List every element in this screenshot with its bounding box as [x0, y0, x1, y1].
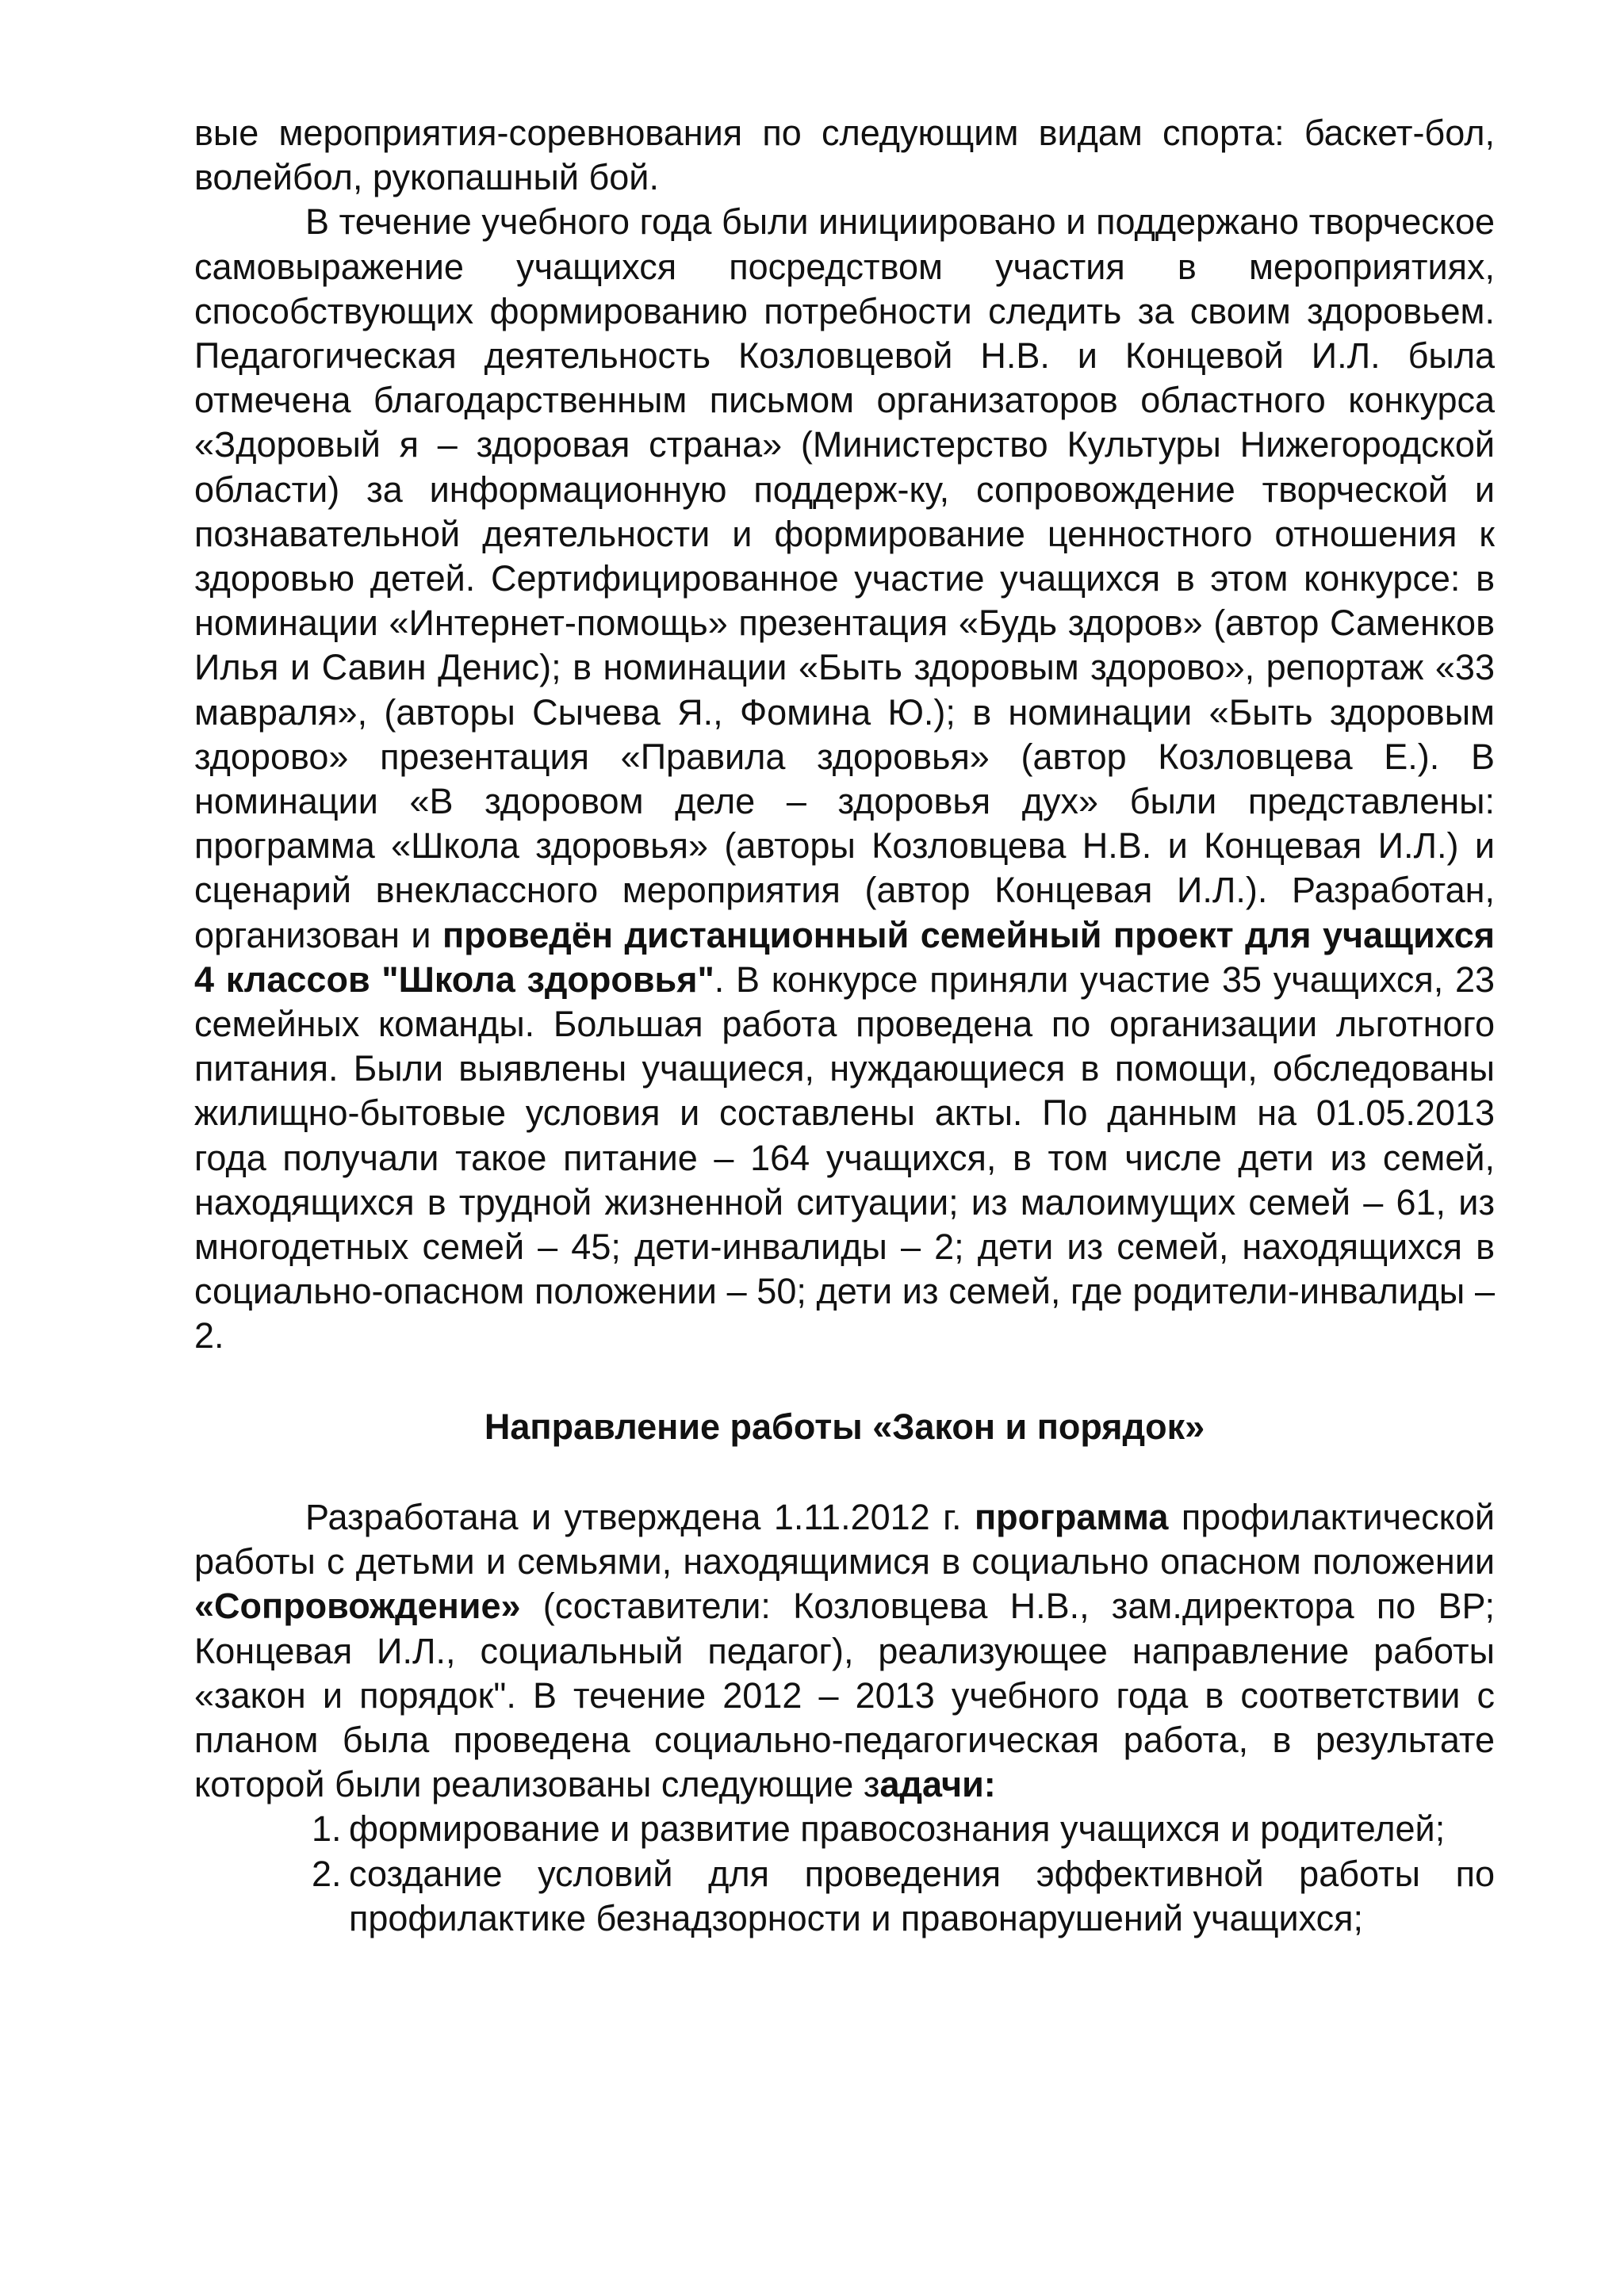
list-item-number: 1. — [312, 1808, 342, 1850]
tasks-list — [194, 1807, 1495, 1941]
paragraph-program — [194, 1495, 1495, 1807]
list-item-text: формирование и развитие правосознания учащихся и родителей; — [349, 1808, 1446, 1850]
bold-project-text: проведён дистанционный семейный проект для учащихся 4 классов "Школа здоровья" — [194, 914, 1495, 1000]
paragraph-sports: вые мероприятия-соревнования по следующим видам спорта: баскет-бол, волейбол, рукопашный бой. — [194, 113, 1495, 198]
paragraph-text: В течение учебного года были инициировано и поддержано творческое самовыражение учащихся посредством участия в мероприятиях, способствующих формированию потребности следить за своим здоровьем. Педагогическая деятельность Козловцевой Н.В. и Концевой И.Л. была отмечена благодарственным письмом организаторов областного конкурса «Здоровый я – здоровая страна» (Министерство Культуры Нижегородской области) за информационную поддерж-ку, сопровождение творческой и познавательной деятельности и формирование ценностного отношения к здоровью детей. Сертифицированное участие учащихся в этом конкурсе: в номинации «Интернет-помощь» презентация «Будь здоров» (автор Саменков Илья и Савин Денис); в номинации «Быть здоровым здорово», репортаж «33 мавраля», (авторы Сычева Я., Фомина Ю.); в номинации «Быть здоровым здорово» презентация «Правила здоровья» (автор Козловцева Е.). В номинации «В здоровом деле – здоровья дух» были представлены: программа «Школа здоровья» (авторы Козловцева Н.В. и Концевая И.Л.) и сценарий внеклассного мероприятия (автор Концевая И.Л.). Разработан, организован и — [194, 201, 1495, 955]
bold-tasks-label: адачи: — [879, 1764, 996, 1805]
list-item-number: 2. — [312, 1853, 342, 1894]
section-heading: Направление работы «Закон и порядок» — [484, 1406, 1205, 1447]
paragraph-text: Разработана и утверждена 1.11.2012 г. — [305, 1496, 975, 1537]
bold-program-text: программа — [974, 1496, 1169, 1537]
bold-program-name: «Сопровождение» — [194, 1586, 521, 1627]
list-item — [194, 1807, 1495, 1851]
paragraph-text: (составители: Козловцева Н.В., зам.директора по ВР; Концевая И.Л., социальный педагог), реализующее направление работы «закон и порядок". В течение 2012 – 2013 учебного года в соответствии с планом была проведена социально-педагогическая работа, в результате которой были реализованы следующие з — [194, 1586, 1495, 1805]
paragraph-text: профилактической работы с детьми и семьями, находящимися в социально опасном положении — [194, 1496, 1495, 1582]
paragraph-health-activities — [194, 200, 1495, 1358]
list-item-text: создание условий для проведения эффективной работы по профилактике безнадзорности и правонарушений учащихся; — [349, 1853, 1495, 1938]
document-page — [194, 111, 1495, 1941]
paragraph-text: . В конкурсе приняли участие 35 учащихся, 23 семейных команды. Большая работа проведена по организации льготного питания. Были выявлены учащиеся, нуждающиеся в помощи, обследованы жилищно-бытовые условия и составлены акты. По данным на 01.05.2013 года получали такое питание – 164 учащихся, в том числе дети из семей, находящихся в трудной жизненной ситуации; из малоимущих семей – 61, из многодетных семей – 45; дети-инвалиды – 2; дети из семей, находящихся в социально-опасном положении – 50; дети из семей, где родители-инвалиды – 2. — [194, 959, 1495, 1357]
list-item — [194, 1852, 1495, 1941]
